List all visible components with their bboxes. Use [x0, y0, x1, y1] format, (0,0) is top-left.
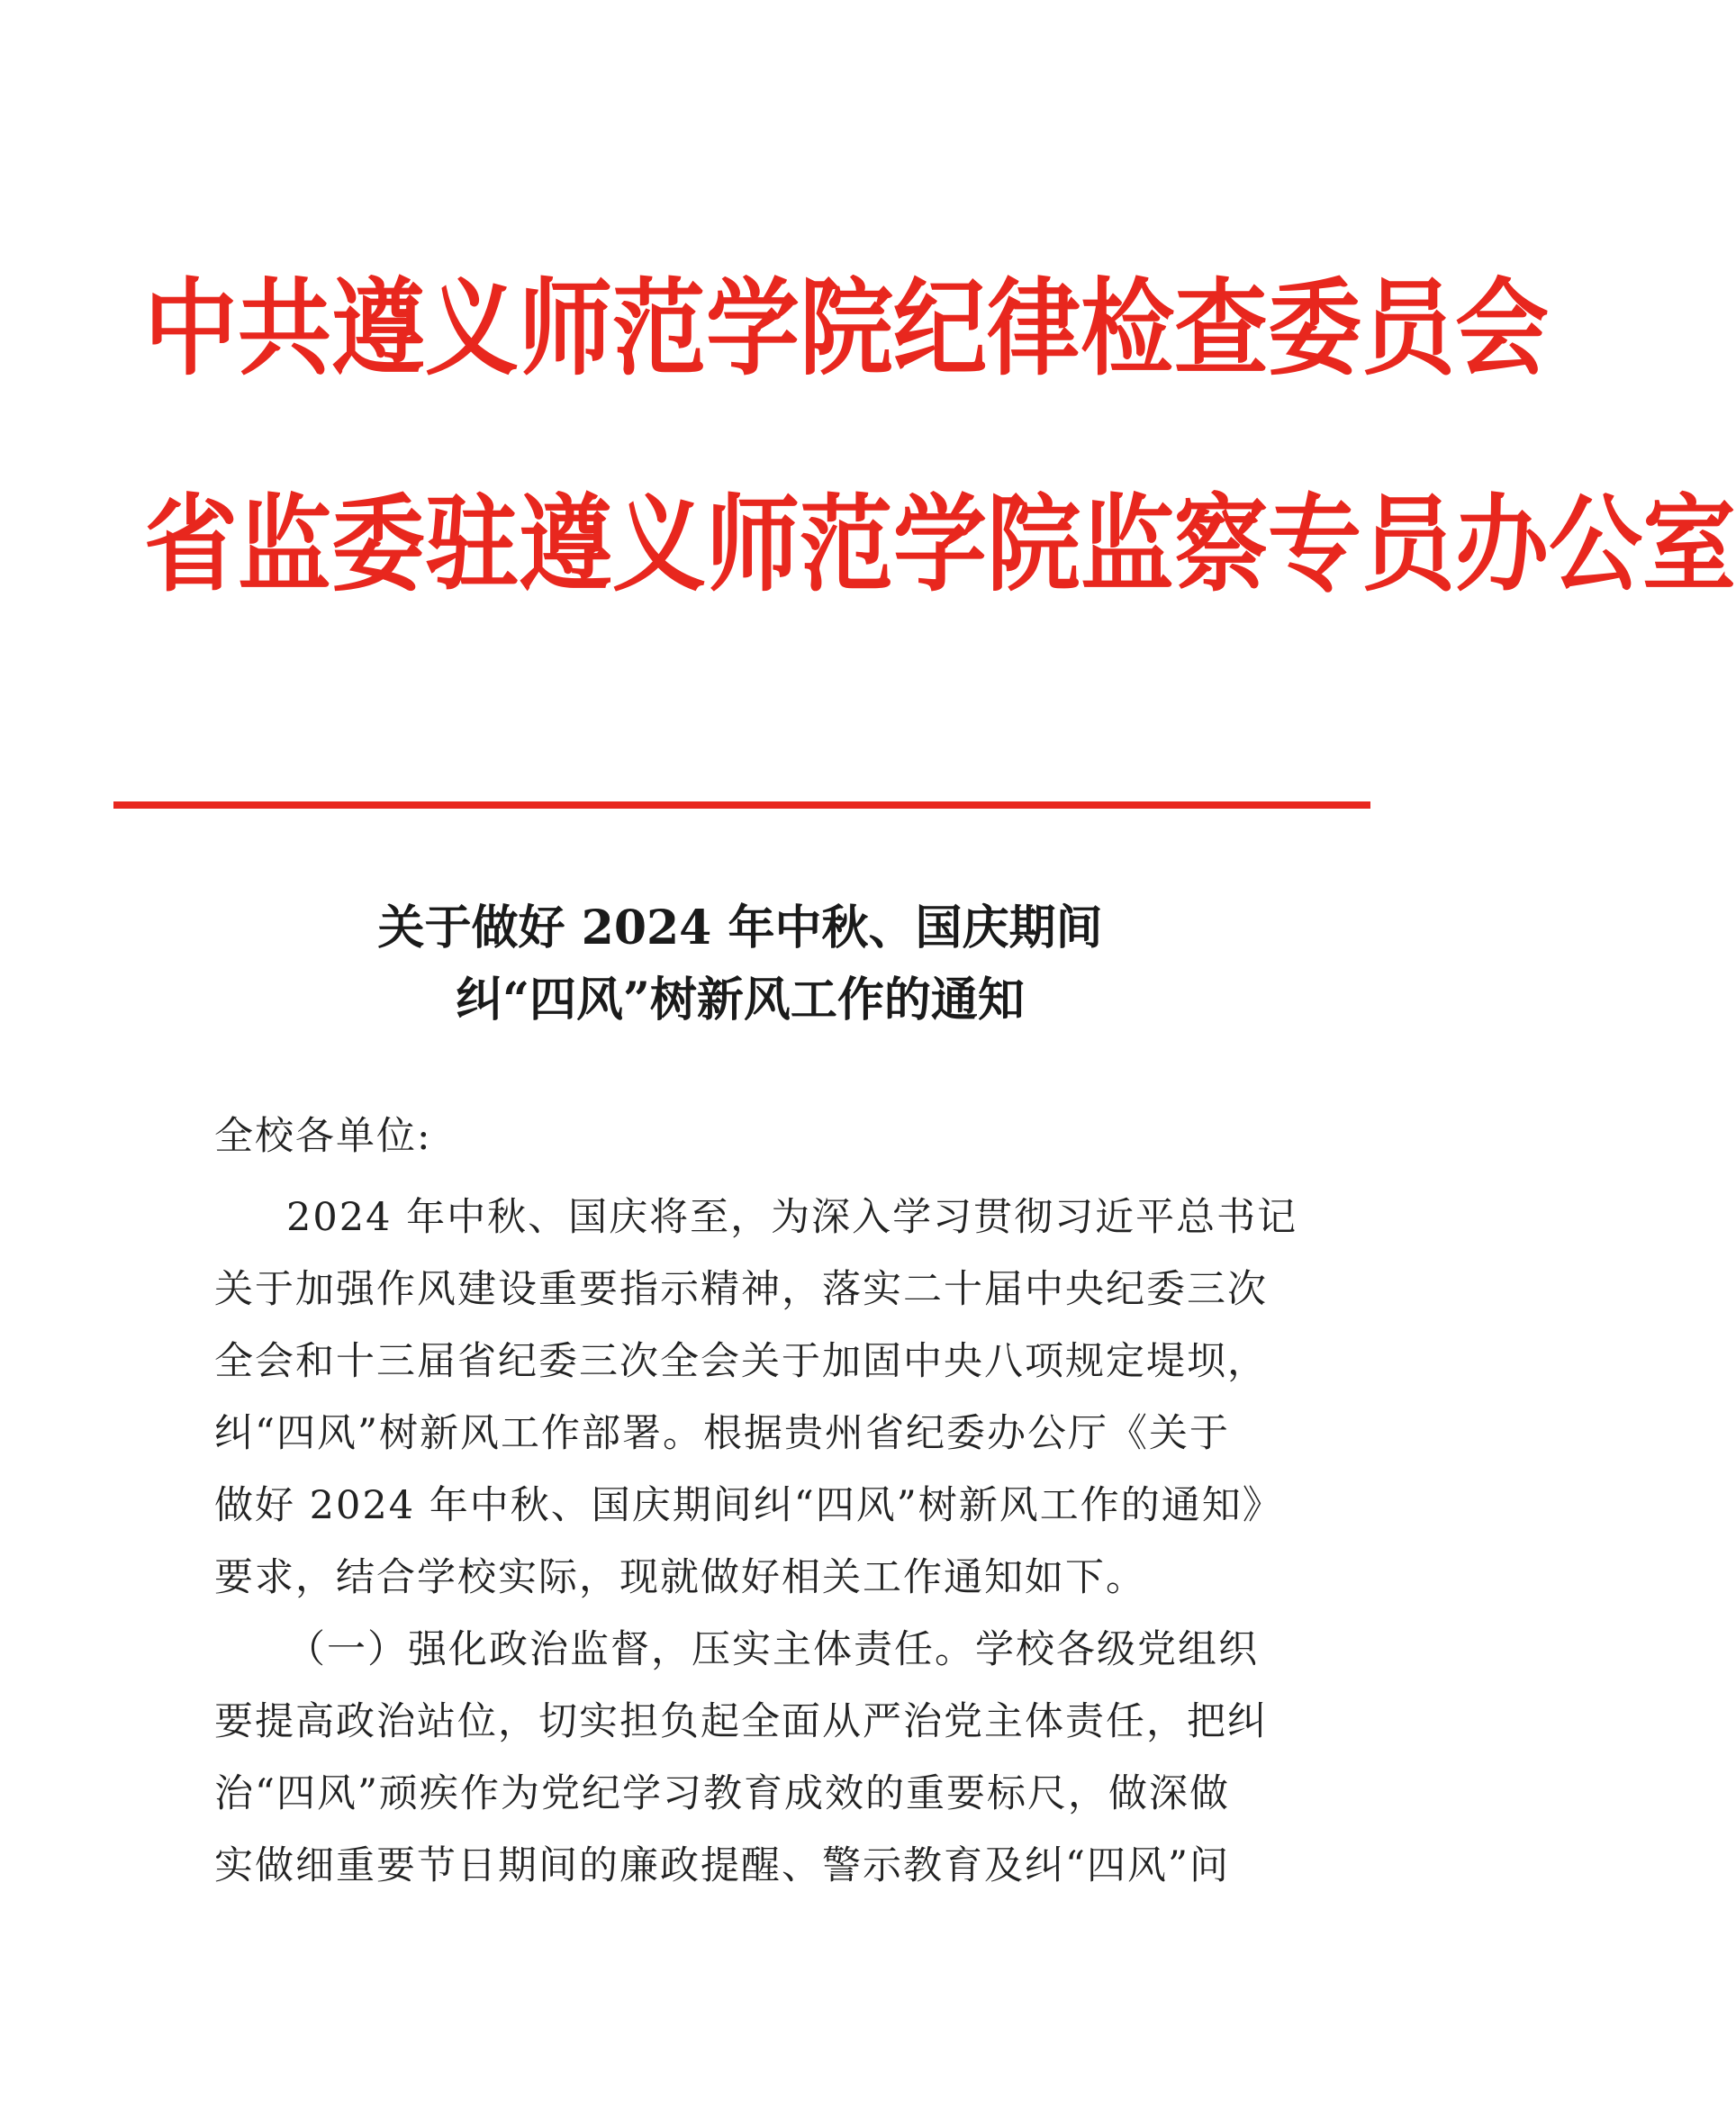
paragraph1-line: 做好 2024 年中秋、国庆期间纠“四风”树新风工作的通知》: [214, 1483, 1283, 1528]
paragraph2-line: 实做细重要节日期间的廉政提醒、警示教育及纠“四风”问: [214, 1843, 1230, 1888]
paragraph2-line: （一）强化政治监督，压实主体责任。学校各级党组织: [286, 1627, 1259, 1672]
red-divider-line: [113, 801, 1370, 809]
paragraph1-line: 2024 年中秋、国庆将至，为深入学习贯彻习近平总书记: [286, 1195, 1298, 1240]
org-header-line1: 中共遵义师范学院纪律检查委员会: [144, 267, 1550, 391]
org-header-line2: 省监委驻遵义师范学院监察专员办公室: [144, 483, 1736, 607]
paragraph1-line: 纠“四风”树新风工作部署。根据贵州省纪委办公厅《关于: [214, 1411, 1230, 1456]
document-title-line1: 关于做好 2024 年中秋、国庆期间: [377, 901, 1103, 955]
document-title-line2: 纠“四风”树新风工作的通知: [456, 973, 1025, 1027]
salutation: 全校各单位:: [214, 1114, 432, 1159]
paragraph1-line: 全会和十三届省纪委三次全会关于加固中央八项规定堤坝，: [214, 1339, 1268, 1384]
paragraph2-line: 要提高政治站位，切实担负起全面从严治党主体责任，把纠: [214, 1699, 1268, 1744]
paragraph1-line: 关于加强作风建设重要指示精神，落实二十届中央纪委三次: [214, 1267, 1268, 1312]
paragraph2-line: 治“四风”顽疾作为党纪学习教育成效的重要标尺，做深做: [214, 1771, 1230, 1816]
paragraph1-line: 要求，结合学校实际，现就做好相关工作通知如下。: [214, 1555, 1146, 1600]
